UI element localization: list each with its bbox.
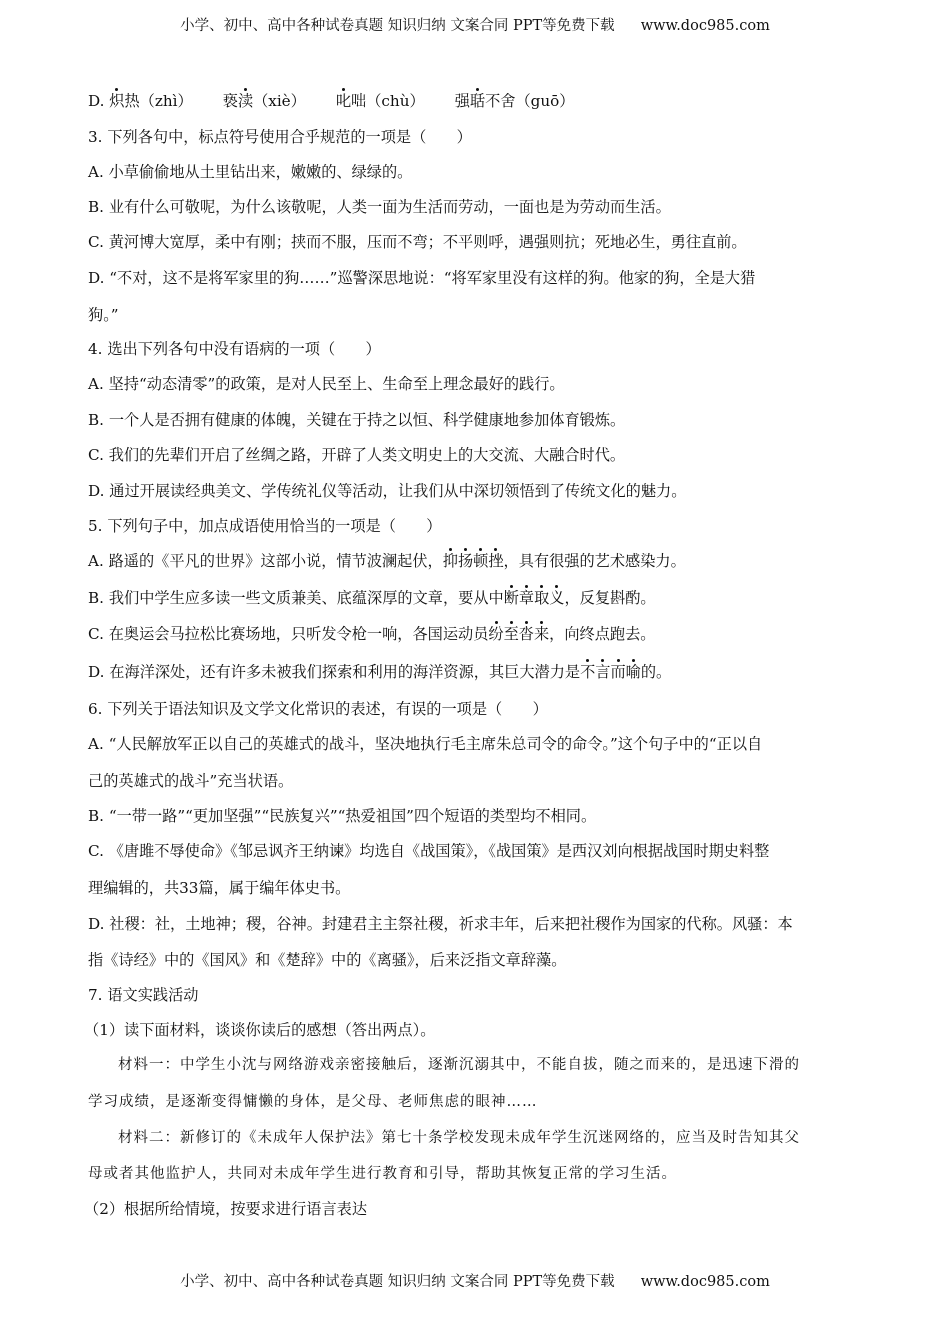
q4-option-d: D. 通过开展读经典美文、学传统礼仪等活动，让我们从中深切领悟到了传统文化的魅力。: [88, 482, 687, 500]
footer-site: www.doc985.com: [640, 1274, 770, 1290]
footer-text: 小学、初中、高中各种试卷真题 知识归纳 文案合同 PPT等免费下载: [180, 1274, 615, 1290]
q5a-idiom-char: 扬: [457, 552, 474, 570]
q2d-word-4-pre: 强: [454, 92, 470, 110]
q6-stem: 6. 下列关于语法知识及文学文化常识的表述，有误的一项是（ ）: [88, 700, 548, 718]
q5a-idiom-char: 顿: [473, 552, 489, 570]
q7-material-1: 材料一：中学生小沈与网络游戏亲密接触后，逐渐沉溺其中，不能自拔，随之而来的，是迅速下滑的: [118, 1057, 800, 1073]
page-header: [0, 14, 950, 35]
q7-stem: 7. 语文实践活动: [88, 986, 199, 1004]
q6-option-b: B. “一带一路”“更加坚强”“民族复兴”“热爱祖国”四个短语的类型均不相同。: [88, 807, 597, 825]
q3-stem: 3. 下列各句中，标点符号使用合乎规范的一项是（ ）: [88, 128, 472, 146]
q6-option-a-cont: 己的英雄式的战斗”充当状语。: [88, 772, 294, 790]
q5d-idiom-char: 喻: [625, 663, 641, 681]
page-footer: [0, 1270, 950, 1291]
q3-option-c: C. 黄河博大宽厚，柔中有刚；挟而不服，压而不弯；不平则呼，遇强则抗；死地必生，勇往直前。: [88, 233, 747, 251]
q6-option-c-cont: 理编辑的，共33篇，属于编年体史书。: [88, 879, 351, 897]
q3-option-a: A. 小草偷偷地从土里钻出来，嫩嫩的、绿绿的。: [88, 163, 413, 181]
q5b-text: B. 我们中学生应多读一些文质兼美、底蕴深厚的文章，要从中: [88, 589, 504, 607]
q7-part-2: （2）根据所给情境，按要求进行语言表达: [84, 1200, 368, 1218]
q5c-text-end: ，向终点跑去。: [549, 625, 656, 643]
q5-option-a: [88, 551, 868, 571]
q5b-text-end: ，反复斟酌。: [564, 589, 656, 607]
q4-option-a: A. 坚持“动态清零”的政策，是对人民至上、生命至上理念最好的践行。: [88, 375, 565, 393]
q2d-word-1: 热（zhì）: [124, 92, 193, 110]
q5b-idiom-char: 义: [549, 589, 565, 607]
q3-option-d: D. “不对，这不是将军家里的狗……”巡警深思地说：“将军家里没有这样的狗。他家的狗，全是大猎: [88, 269, 756, 287]
q5c-idiom-char: 纷: [488, 625, 504, 643]
q5-option-c: [88, 624, 868, 644]
q6-option-d-cont: 指《诗经》中的《国风》和《楚辞》中的《离骚》，后来泛指文章辞藻。: [88, 951, 567, 969]
q4-option-b: B. 一个人是否拥有健康的体魄，关键在于持之以恒、科学健康地参加体育锻炼。: [88, 411, 626, 429]
q5-option-b: [88, 588, 868, 608]
q5b-idiom-char: 断: [503, 589, 519, 607]
q2d-word-2: （xiè）: [253, 92, 306, 110]
q3-option-d-cont: 狗。”: [88, 306, 119, 324]
q5d-idiom-char: 不: [580, 663, 596, 681]
q6-option-c: C. 《唐雎不辱使命》《邹忌讽齐王纳谏》均选自《战国策》，《战国策》是西汉刘向根据战国时期史料整: [88, 842, 770, 860]
header-site: www.doc985.com: [640, 18, 770, 34]
q2d-dotted-char-4: 聒: [469, 92, 486, 110]
q5d-idiom-char: 而: [610, 663, 626, 681]
q2d-word-2-pre: 亵: [222, 92, 238, 110]
q5d-text-end: 的。: [640, 663, 672, 681]
q5b-idiom-char: 章: [518, 589, 535, 607]
q2d-dotted-char-3: 叱: [335, 92, 352, 110]
q5a-idiom-char: 抑: [442, 552, 458, 570]
q5d-idiom-char: 言: [595, 663, 611, 681]
q5a-idiom-char: 挫: [488, 552, 504, 570]
q4-option-c: C. 我们的先辈们开启了丝绸之路，开辟了人类文明史上的大交流、大融合时代。: [88, 446, 626, 464]
q3-option-b: B. 业有什么可敬呢，为什么该敬呢，人类一面为生活而劳动，一面也是为劳动而生活。: [88, 198, 671, 216]
q5d-text: D. 在海洋深处，还有许多未被我们探索和利用的海洋资源，其巨大潜力是: [88, 663, 581, 681]
q7-material-2: 材料二：新修订的《未成年人保护法》第七十条学校发现未成年学生沉迷网络的，应当及时告知其父: [118, 1130, 800, 1146]
q2d-label: D.: [88, 92, 105, 110]
q7-material-2-cont: 母或者其他监护人，共同对未成年学生进行教育和引导，帮助其恢复正常的学习生活。: [88, 1166, 677, 1182]
q6-option-a: A. “人民解放军正以自己的英雄式的战斗，坚决地执行毛主席朱总司令的命令。”这个句子中的“正以自: [88, 735, 763, 753]
header-text: 小学、初中、高中各种试卷真题 知识归纳 文案合同 PPT等免费下载: [180, 18, 615, 34]
q2d-dotted-char-1: 炽: [109, 92, 125, 110]
q5c-idiom-char: 沓: [518, 625, 534, 643]
q5a-text: A. 路遥的《平凡的世界》这部小说，情节波澜起伏，: [88, 552, 443, 570]
q5-stem: 5. 下列句子中，加点成语使用恰当的一项是（ ）: [88, 517, 442, 535]
q5c-idiom-char: 来: [533, 625, 550, 643]
q5c-idiom-char: 至: [503, 625, 519, 643]
q6-option-d: D. 社稷：社，土地神；稷，谷神。封建君主主祭社稷，祈求丰年，后来把社稷作为国家的代称。风骚：本: [88, 915, 793, 933]
q5b-idiom-char: 取: [534, 589, 550, 607]
q4-stem: 4. 选出下列各句中没有语病的一项（ ）: [88, 340, 381, 358]
q5c-text: C. 在奥运会马拉松比赛场地，只听发令枪一响，各国运动员: [88, 625, 489, 643]
q7-part-1: （1）读下面材料，谈谈你读后的感想（答出两点）。: [84, 1021, 436, 1039]
q2d-word-3: 咄（chù）: [351, 92, 425, 110]
q5-option-d: [88, 662, 868, 682]
q2d-word-4: 不舍（guō）: [485, 92, 575, 110]
q7-material-1-cont: 学习成绩，是逐渐变得慵懒的身体，是父母、老师焦虑的眼神……: [88, 1094, 538, 1110]
q2d-dotted-char-2: 渎: [237, 92, 254, 110]
q5a-text-end: ，具有很强的艺术感染力。: [503, 552, 686, 570]
q2-option-d: [88, 91, 868, 111]
